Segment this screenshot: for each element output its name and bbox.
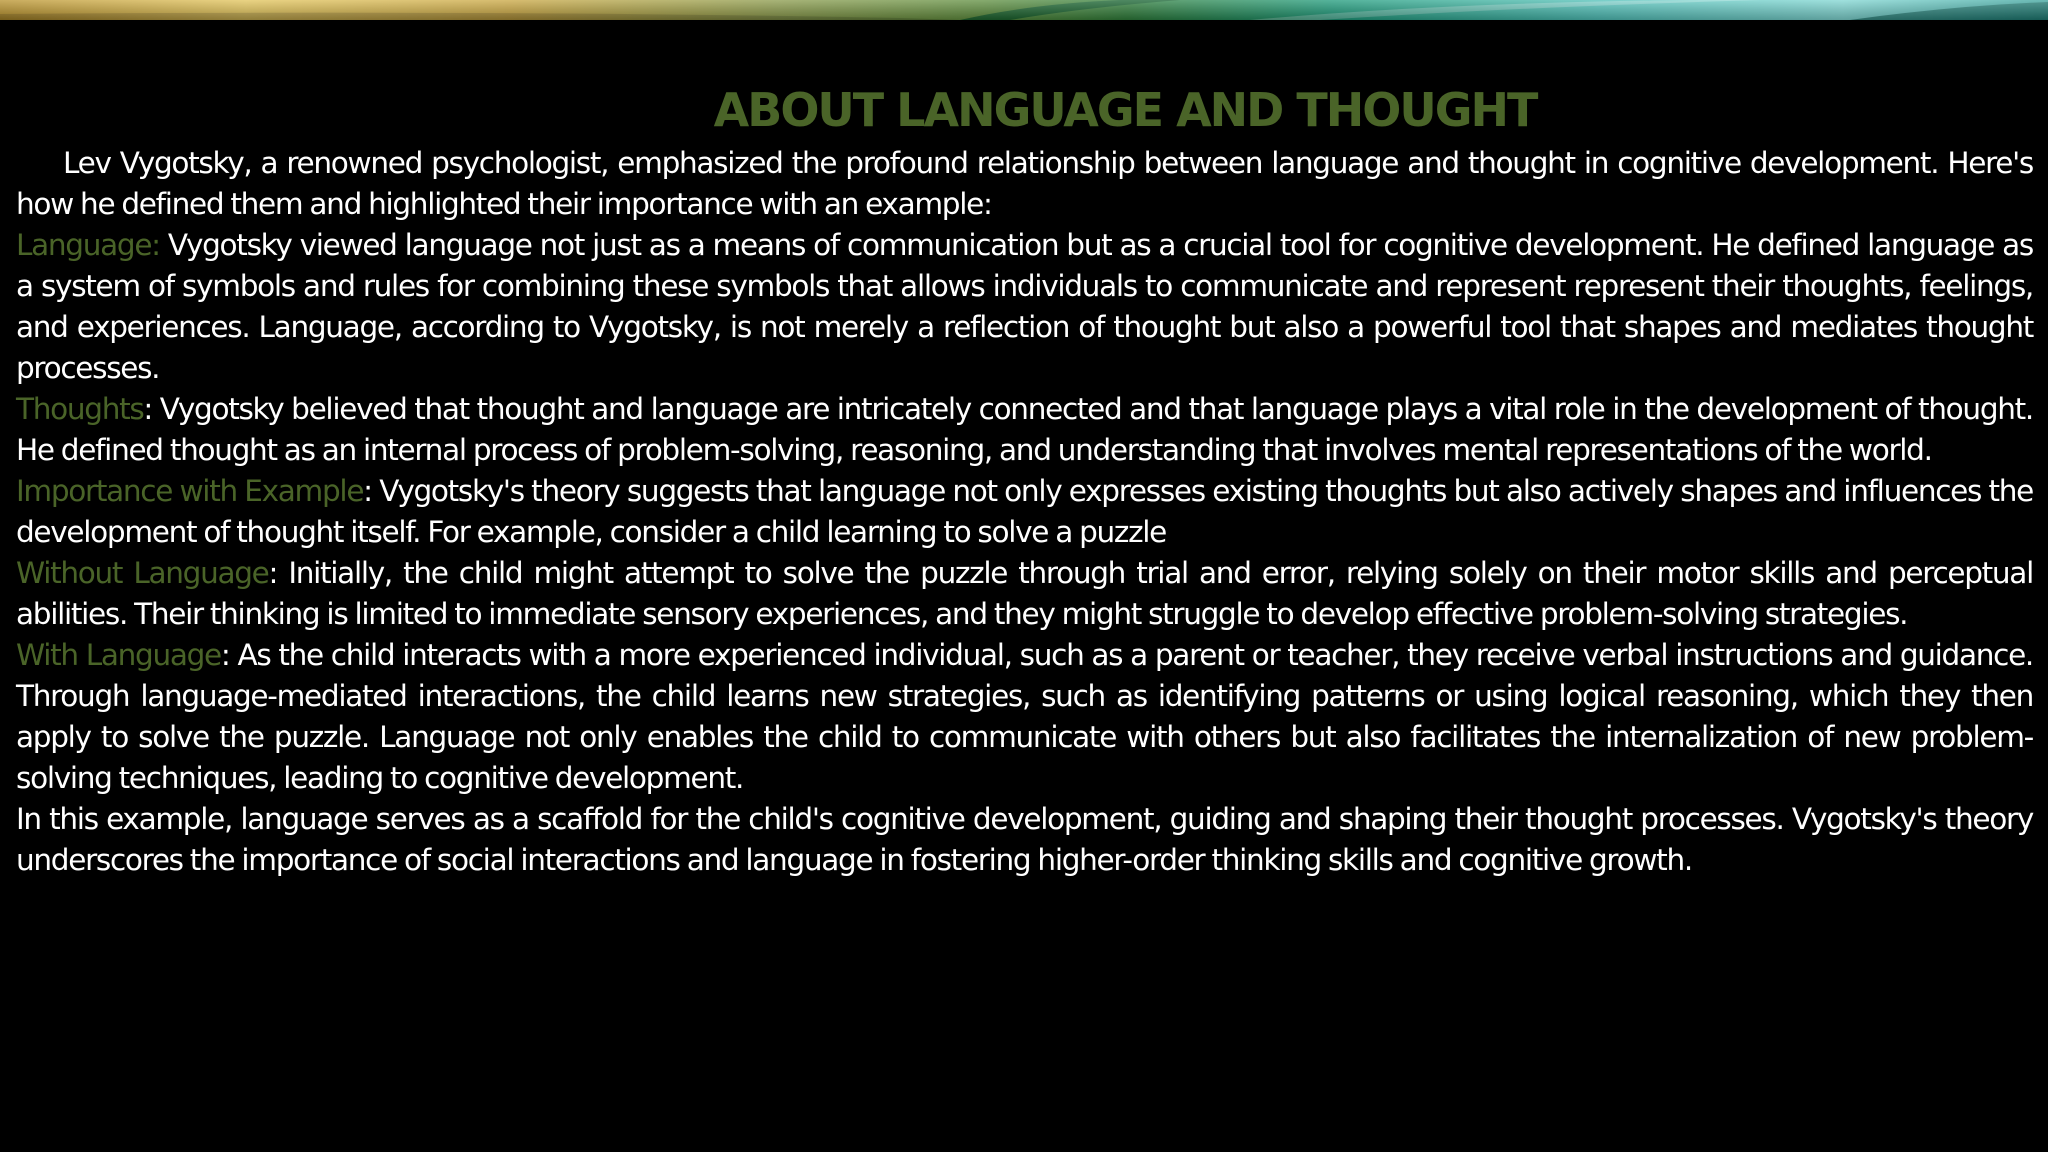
section-text: : As the child interacts with a more experienced individual, such as a parent or teacher, they receive verbal instructions and guidance. Through language-mediated interactions, the child learns new strategies, such as identifying patterns or using logical reasoning, which they then apply to solve the puzzle. Language not only enables the child to communicate with others but also facilitates the internalization of new problem-solving techniques, leading to cognitive development. [16, 638, 2033, 795]
slide-body [16, 143, 2033, 881]
slide-title: ABOUT LANGUAGE AND THOUGHT [713, 83, 1537, 137]
section-with-language [16, 635, 2033, 799]
section-text: : Vygotsky's theory suggests that language not only expresses existing thoughts but also actively shapes and influences the development of thought itself. For example, consider a child learning to solve a puzzle [16, 474, 2033, 549]
term-label: Thoughts [16, 392, 144, 426]
section-thoughts [16, 389, 2033, 471]
term-label: Language: [16, 228, 160, 262]
section-text: : Initially, the child might attempt to solve the puzzle through trial and error, relying solely on their motor skills and perceptual abilities. Their thinking is limited to immediate sensory experiences, and they might struggle to develop effective problem-solving strategies. [16, 556, 2033, 631]
section-text: Vygotsky viewed language not just as a means of communication but as a crucial tool for cognitive development. He defined language as a system of symbols and rules for combining these symbols that allows individuals to communicate and represent represent their thoughts, feelings, and experiences. Language, according to Vygotsky, is not merely a reflection of thought but also a powerful tool that shapes and mediates thought processes. [16, 228, 2033, 385]
banner-graphic [0, 0, 2048, 20]
term-label: Importance with Example [16, 474, 364, 508]
term-label: With Language [16, 638, 221, 672]
section-language [16, 225, 2033, 389]
intro-paragraph: Lev Vygotsky, a renowned psychologist, emphasized the profound relationship between language and thought in cognitive development. Here's how he defined them and highlighted their importance with an example: [16, 146, 2033, 221]
section-text: : Vygotsky believed that thought and language are intricately connected and that language plays a vital role in the development of thought. He defined thought as an internal process of problem-solving, reasoning, and understanding that involves mental representations of the world. [16, 392, 2033, 467]
section-without-language [16, 553, 2033, 635]
decorative-top-banner [0, 0, 2048, 20]
conclusion-paragraph: In this example, language serves as a scaffold for the child's cognitive development, guiding and shaping their thought processes. Vygotsky's theory underscores the importance of social interactions and language in fostering higher-order thinking skills and cognitive growth. [16, 802, 2033, 877]
term-label: Without Language [16, 556, 269, 590]
section-importance [16, 471, 2033, 553]
